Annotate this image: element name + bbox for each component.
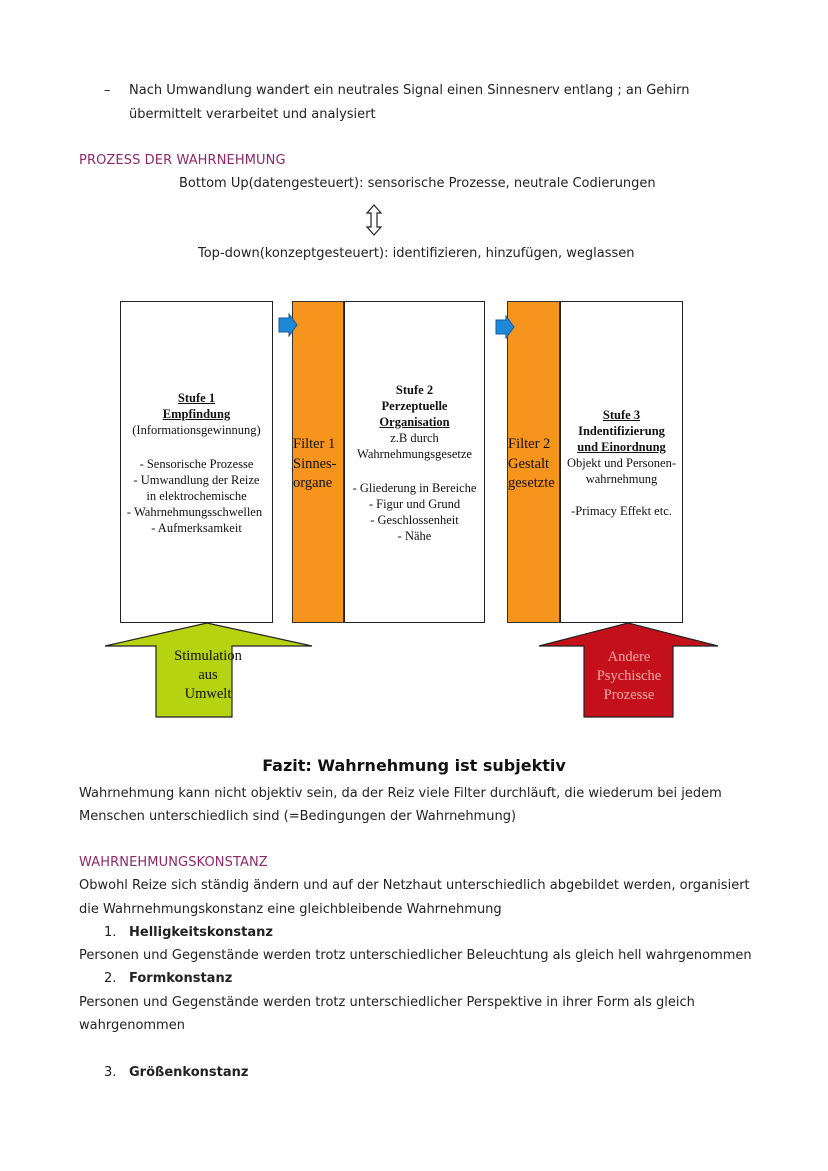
filter-1-label: organe (293, 475, 333, 491)
bullet-dash: – (104, 83, 111, 98)
fazit-title: Fazit: Wahrnehmung ist subjektiv (262, 756, 566, 775)
stage-3-title: Stufe 3 (602, 408, 641, 422)
stimulation-label: Stimulation (174, 648, 242, 664)
stage-3-sub: wahrnehmung (585, 472, 658, 486)
stage-3-sub: Objekt und Personen- (566, 456, 676, 470)
stage-2-name: Organisation (379, 415, 450, 429)
bullet-line-2: übermittelt verarbeitet und analysiert (129, 107, 376, 122)
list-item-title: Größenkonstanz (129, 1065, 249, 1080)
filter-2-bar (507, 301, 560, 623)
stage-2-sub: z.B durch (390, 431, 439, 445)
list-item-text: Personen und Gegenstände werden trotz unterschiedlicher Beleuchtung als gleich hell wahrgenommen (79, 948, 752, 963)
stage-1-item: - Wahrnehmungsschwellen (126, 505, 263, 519)
stage-1-title: Stufe 1 (177, 391, 216, 405)
fazit-line-1: Wahrnehmung kann nicht objektiv sein, da der Reiz viele Filter durchläuft, die wiederum bei jedem (79, 786, 722, 801)
arrow-right-icon (278, 313, 298, 337)
other-processes-label: Psychische (596, 668, 662, 684)
up-down-arrow-icon (364, 204, 384, 236)
filter-2-label: gesetzte (508, 475, 555, 491)
konstanz-intro-1: Obwohl Reize sich ständig ändern und auf der Netzhaut unterschiedlich abgebildet werden, organisiert (79, 878, 750, 893)
list-item-title: Formkonstanz (129, 971, 233, 986)
stage-2-item: - Nähe (397, 529, 432, 543)
konstanz-intro-2: die Wahrnehmungskonstanz eine gleichbleibende Wahrnehmung (79, 902, 502, 917)
filter-2-label: Filter 2 (508, 436, 551, 452)
konstanz-heading: WAHRNEHMUNGSKONSTANZ (79, 855, 268, 870)
list-number: 2. (104, 971, 117, 986)
filter-1-label: Filter 1 (293, 436, 336, 452)
other-processes-label: Andere (607, 649, 651, 665)
filter-2-label: Gestalt (508, 455, 550, 472)
stage-3-item: -Primacy Effekt etc. (571, 504, 672, 518)
stage-1-name: Empfindung (162, 407, 231, 421)
stimulation-label: aus (198, 667, 218, 683)
stage-1-item: - Aufmerksamkeit (151, 521, 242, 535)
stage-1-item: in elektrochemische (146, 489, 247, 503)
list-number: 3. (104, 1065, 117, 1080)
list-item-title: Helligkeitskonstanz (129, 925, 273, 940)
stage-2-item: - Geschlossenheit (370, 513, 459, 527)
bottom-up-text: Bottom Up(datengesteuert): sensorische Prozesse, neutrale Codierungen (179, 176, 656, 191)
arrow-right-icon (495, 315, 515, 339)
fazit-line-2: Menschen unterschiedlich sind (=Bedingungen der Wahrnehmung) (79, 809, 517, 824)
stage-1-sub: (Informationsgewinnung) (132, 423, 261, 437)
list-item-text: wahrgenommen (79, 1018, 185, 1033)
filter-1-label: Sinnes- (293, 455, 337, 472)
stage-2-name: Perzeptuelle (381, 399, 448, 413)
top-down-text: Top-down(konzeptgesteuert): identifizieren, hinzufügen, weglassen (198, 246, 635, 261)
stage-2-item: - Gliederung in Bereiche (352, 481, 477, 495)
stage-2-item: - Figur und Grund (368, 497, 461, 511)
stage-2-title: Stufe 2 (395, 383, 434, 397)
stage-1-item: - Umwandlung der Reize (133, 473, 260, 487)
stage-3-box (560, 301, 683, 623)
list-number: 1. (104, 925, 117, 940)
other-processes-label: Prozesse (603, 687, 655, 703)
stage-2-box (344, 301, 485, 623)
stage-3-name: und Einordnung (577, 440, 666, 454)
filter-1-bar (292, 301, 344, 623)
stage-3-name: Indentifizierung (578, 424, 665, 438)
bullet-line-1: Nach Umwandlung wandert ein neutrales Signal einen Sinnesnerv entlang ; an Gehirn (129, 83, 690, 98)
process-heading: PROZESS DER WAHRNEHMUNG (79, 153, 286, 168)
stage-1-item: - Sensorische Prozesse (139, 457, 254, 471)
stage-2-sub: Wahrnehmungsgesetze (357, 447, 472, 461)
stimulation-label: Umwelt (184, 686, 232, 702)
list-item-text: Personen und Gegenstände werden trotz unterschiedlicher Perspektive in ihrer Form als gleich (79, 995, 695, 1010)
stage-1-box (120, 301, 273, 623)
